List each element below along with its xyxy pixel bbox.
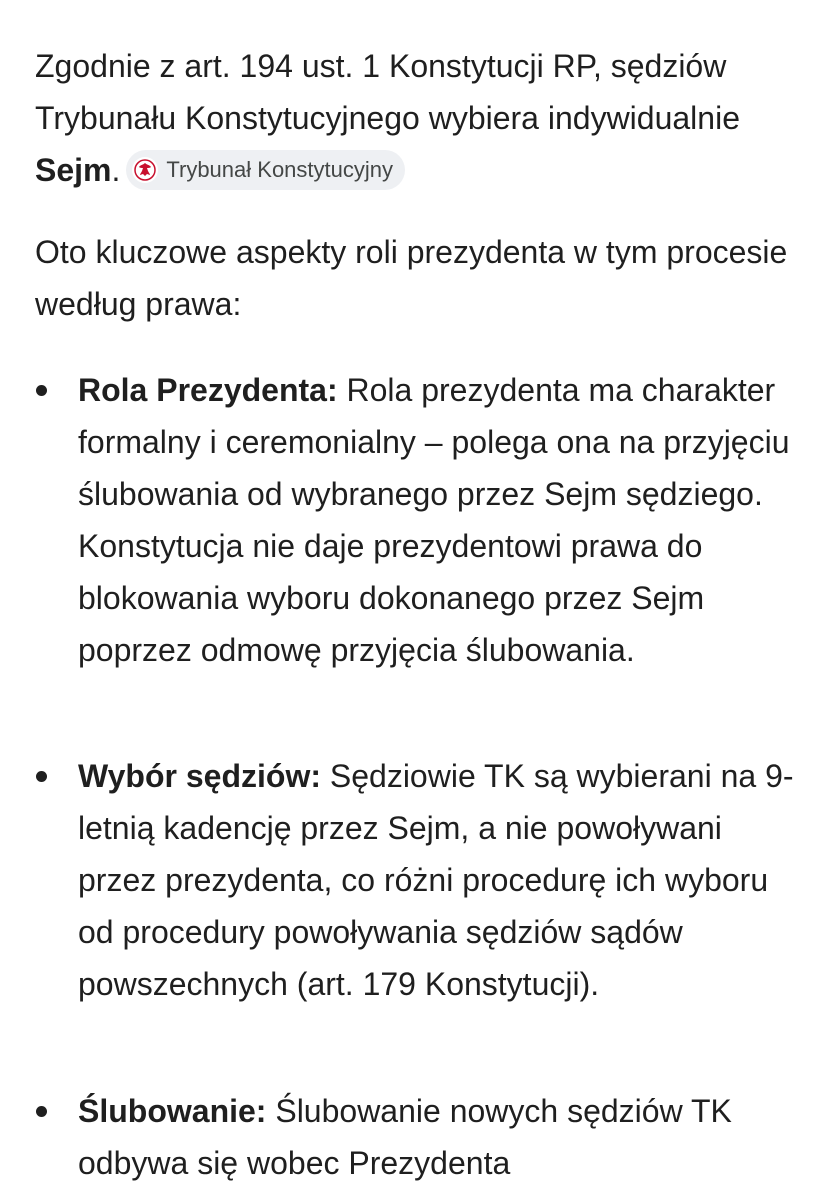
bullet-body: Sędziowie TK są wybierani na 9-letnią kadencję przez Sejm, a nie powoływani przez prezydenta, co różni procedurę ich wyboru od procedury powoływania sędziów sądów powszechnych (art. 179 Konstytucji). (78, 758, 794, 1002)
intro-text: Zgodnie z art. 194 ust. 1 Konstytucji RP, sędziów Trybunału Konstytucyjnego wybiera indywidualnie (35, 48, 740, 136)
bullet-marker (36, 1106, 47, 1117)
source-chip-label: Trybunał Konstytucyjny (166, 156, 393, 182)
bullet-text (78, 750, 808, 1010)
bullet-title: Rola Prezydenta: (78, 372, 338, 408)
bullet-text (78, 364, 808, 676)
intro-bold-sejm: Sejm (35, 152, 112, 188)
source-chip[interactable] (126, 150, 405, 190)
bullet-body: Ślubowanie nowych sędziów TK odbywa się wobec Prezydenta (78, 1093, 732, 1181)
intro-end: . (111, 152, 121, 188)
bullet-title: Ślubowanie: (78, 1093, 267, 1129)
bullet-marker (36, 385, 47, 396)
bullet-marker (36, 771, 47, 782)
bullet-body: Rola prezydenta ma charakter formalny i ceremonialny – polega ona na przyjęciu ślubowania od wybranego przez Sejm sędziego. Konstytucja nie daje prezydentowi prawa do blokowania wyboru dokonanego przez Sejm poprzez odmowę przyjęcia ślubowania. (78, 372, 790, 668)
lead-paragraph: Oto kluczowe aspekty roli prezydenta w tym procesie według prawa: (35, 234, 788, 322)
bullet-title: Wybór sędziów: (78, 758, 321, 794)
eagle-emblem-icon (132, 157, 158, 183)
intro-paragraph (35, 40, 805, 196)
bullet-text (78, 1085, 808, 1189)
